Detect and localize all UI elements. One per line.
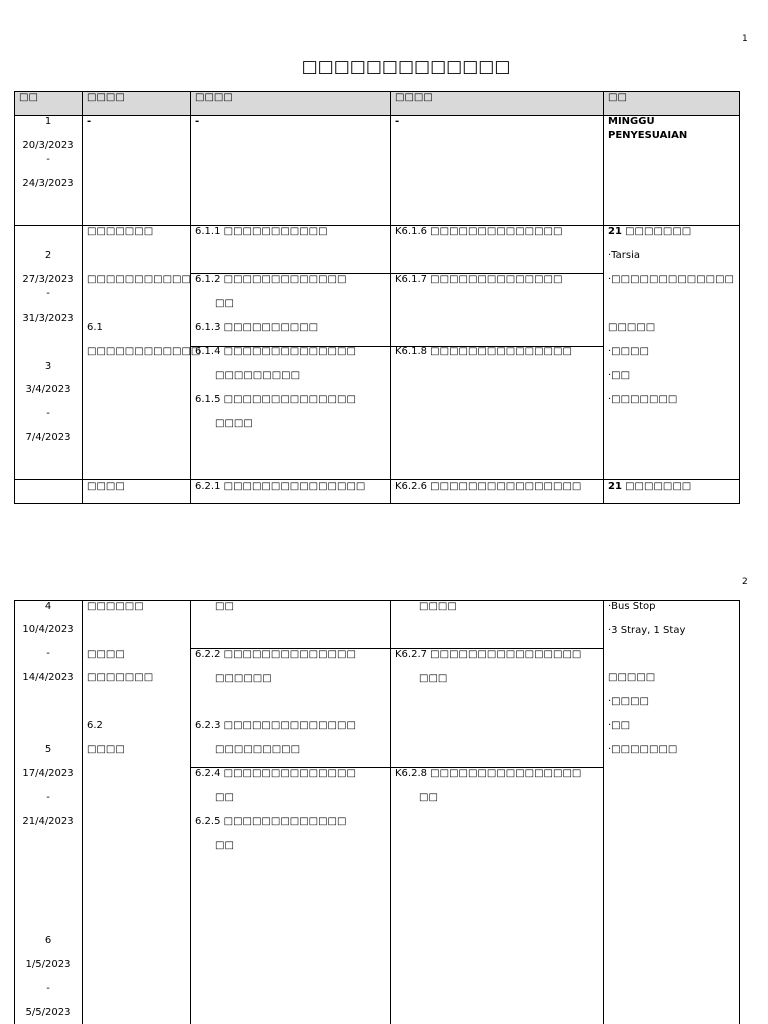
content-standard-6-2-2-cont: □□□□□□ xyxy=(215,673,272,684)
content-standard-6-2-5: 6.2.5 □□□□□□□□□□□□□ xyxy=(195,816,347,827)
note-tarsia: ·Tarsia xyxy=(608,250,640,261)
note-item: ·□□□□□□□ xyxy=(608,744,678,755)
theme-text: □□□□□□□ xyxy=(87,226,154,237)
theme-text: □□□□ xyxy=(87,481,125,492)
page-number: 2 xyxy=(742,577,748,587)
content-standard-6-1-4: 6.1.4 □□□□□□□□□□□□□□ xyxy=(195,346,356,357)
header-week: □□ xyxy=(19,92,38,103)
week-date-dash: - xyxy=(46,792,50,803)
header-learning-standard: □□□□ xyxy=(395,92,433,103)
note-item: ·□□□□ xyxy=(608,696,649,707)
week-date-start: 3/4/2023 xyxy=(25,384,71,395)
content-standard-cont: □□ xyxy=(215,601,234,612)
cell-dash: - xyxy=(395,116,400,127)
theme-code: 6.2 xyxy=(87,720,103,731)
header-content-standard: □□□□ xyxy=(195,92,233,103)
content-standard-6-2-4: 6.2.4 □□□□□□□□□□□□□□ xyxy=(195,768,356,779)
week-number: 6 xyxy=(44,935,52,946)
content-standard-6-2-3: 6.2.3 □□□□□□□□□□□□□□ xyxy=(195,720,356,731)
week-date-end: 14/4/2023 xyxy=(22,672,74,683)
content-standard-6-1-5-cont: □□□□ xyxy=(215,418,253,429)
note-item: ·□□ xyxy=(608,370,631,381)
content-standard-6-1-3: 6.1.3 □□□□□□□□□□ xyxy=(195,322,319,333)
week-date-dash: - xyxy=(46,288,50,299)
content-standard-6-1-2-cont: □□ xyxy=(215,298,234,309)
week-number: 3 xyxy=(44,361,52,372)
theme-text: □□□□ xyxy=(87,744,125,755)
week-date-end: 5/5/2023 xyxy=(25,1007,71,1018)
learning-standard-k6-2-6: K6.2.6 □□□□□□□□□□□□□□□□ xyxy=(395,481,582,492)
learning-standard-k6-1-8: K6.1.8 □□□□□□□□□□□□□□□ xyxy=(395,346,572,357)
week-date-start: 20/3/2023 xyxy=(22,140,74,151)
week-number: 5 xyxy=(44,744,52,755)
cell-dash: - xyxy=(195,116,200,127)
week-date-end: 24/3/2023 xyxy=(22,178,74,189)
learning-standard-k6-2-8: K6.2.8 □□□□□□□□□□□□□□□□ xyxy=(395,768,582,779)
content-standard-6-2-1: 6.2.1 □□□□□□□□□□□□□□□ xyxy=(195,481,366,492)
week-date-start: 10/4/2023 xyxy=(22,624,74,635)
note-item: ·□□□□ xyxy=(608,346,649,357)
note-stray-stay: ·3 Stray, 1 Stay xyxy=(608,625,686,636)
theme-text: □□□□ xyxy=(87,649,125,660)
learning-standard-k6-1-6: K6.1.6 □□□□□□□□□□□□□□ xyxy=(395,226,563,237)
note-item: ·□□□□□□□ xyxy=(608,394,678,405)
page-number: 1 xyxy=(742,34,748,44)
week-date-end: 21/4/2023 xyxy=(22,816,74,827)
content-standard-6-1-1: 6.1.1 □□□□□□□□□□□ xyxy=(195,226,328,237)
week-number: 4 xyxy=(44,601,52,612)
theme-text: □□□□□□ xyxy=(87,601,144,612)
week-number: 1 xyxy=(44,116,52,127)
content-standard-6-2-5-cont: □□ xyxy=(215,840,234,851)
week-date-dash: - xyxy=(46,154,50,165)
header-notes: □□ xyxy=(608,92,627,103)
week-date-dash: - xyxy=(46,648,50,659)
theme-text: □□□□□□□ xyxy=(87,672,154,683)
theme-code: 6.1 xyxy=(87,322,103,333)
learning-standard-cont: □□□□ xyxy=(419,601,457,612)
content-standard-6-2-3-cont: □□□□□□□□□ xyxy=(215,744,301,755)
week-date-start: 27/3/2023 xyxy=(22,274,74,285)
note-item: ·□□ xyxy=(608,720,631,731)
content-standard-6-1-4-cont: □□□□□□□□□ xyxy=(215,370,301,381)
content-standard-6-1-5: 6.1.5 □□□□□□□□□□□□□□ xyxy=(195,394,356,405)
learning-standard-k6-1-7: K6.1.7 □□□□□□□□□□□□□□ xyxy=(395,274,563,285)
learning-standard-k6-2-7-cont: □□□ xyxy=(419,673,448,684)
note-minggu-penyesuaian: MINGGU PENYESUAIAN xyxy=(608,116,688,141)
note-item: □□□□□ xyxy=(608,322,656,333)
week-date-end: 7/4/2023 xyxy=(25,432,71,443)
week-date-dash: - xyxy=(46,983,50,994)
cell-dash: - xyxy=(87,116,92,127)
note-bus-stop: ·Bus Stop xyxy=(608,601,656,612)
week-number: 2 xyxy=(44,250,52,261)
content-standard-6-1-2: 6.1.2 □□□□□□□□□□□□□ xyxy=(195,274,347,285)
note-21st-century: 21 □□□□□□□ xyxy=(608,226,692,237)
week-date-start: 1/5/2023 xyxy=(25,959,71,970)
week-date-end: 31/3/2023 xyxy=(22,313,74,324)
learning-standard-k6-2-8-cont: □□ xyxy=(419,792,438,803)
theme-text: □□□□□□□□□□□ xyxy=(87,274,191,285)
theme-text: □□□□□□□□□□□□ xyxy=(87,346,201,357)
content-standard-6-2-4-cont: □□ xyxy=(215,792,234,803)
note-21st-century: 21 □□□□□□□ xyxy=(608,481,692,492)
note-item: ·□□□□□□□□□□□□□ xyxy=(608,274,735,285)
page-title: □□□□□□□□□□□□□ xyxy=(301,57,511,77)
learning-standard-k6-2-7: K6.2.7 □□□□□□□□□□□□□□□□ xyxy=(395,649,582,660)
note-item: □□□□□ xyxy=(608,672,656,683)
content-standard-6-2-2: 6.2.2 □□□□□□□□□□□□□□ xyxy=(195,649,356,660)
header-theme: □□□□ xyxy=(87,92,125,103)
week-date-start: 17/4/2023 xyxy=(22,768,74,779)
week-date-dash: - xyxy=(46,408,50,419)
